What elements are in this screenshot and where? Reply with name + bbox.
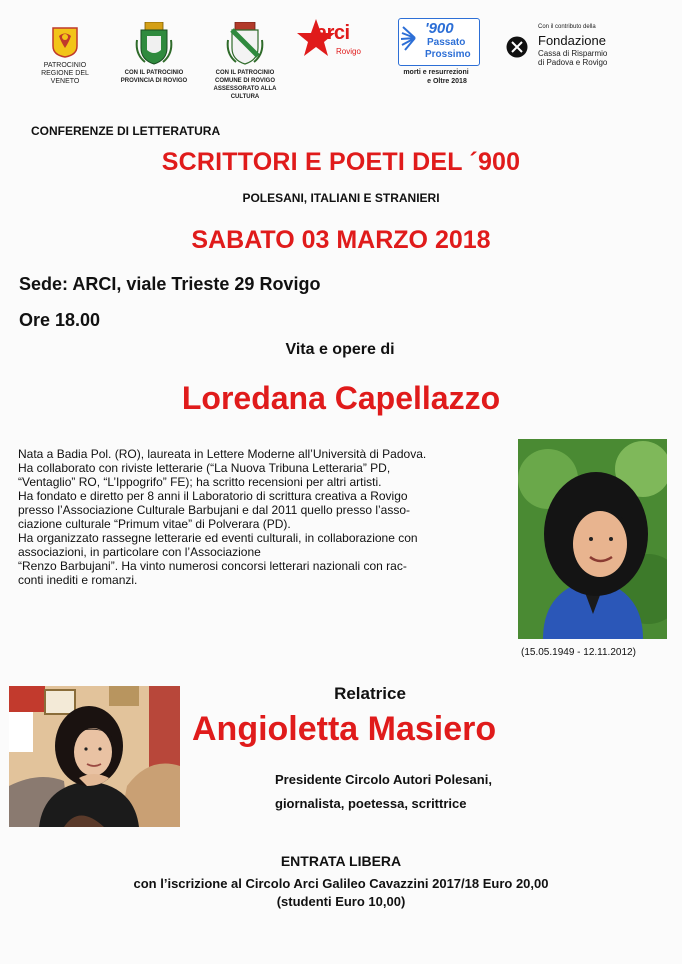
logo-900-big: '900 <box>425 20 454 37</box>
logo-arci-city: Rovigo <box>336 47 361 56</box>
bio-line: associazioni, in particolare con l’Associazione <box>18 545 261 559</box>
logo-900-word1: Passato <box>427 37 466 48</box>
subject-intro: Vita e opere di <box>285 341 395 358</box>
event-time: Ore 18.00 <box>19 310 101 330</box>
bio-line: Nata a Badia Pol. (RO), laureata in Lettere Moderne all’Università di Padova. <box>18 447 427 461</box>
membership-info: con l’iscrizione al Circolo Arci Galileo Cavazzini 2017/18 Euro 20,00 <box>133 876 549 891</box>
logo-fondazione-sub1: Cassa di Risparmio <box>538 49 608 58</box>
speaker-desc1: Presidente Circolo Autori Polesani, <box>275 772 492 787</box>
speaker-desc2: giornalista, poetessa, scrittrice <box>275 796 467 811</box>
sun-rays-icon <box>401 25 423 56</box>
speaker-name: Angioletta Masiero <box>192 710 497 748</box>
speaker-photo <box>9 686 180 827</box>
logo-provincia-rovigo <box>118 22 190 85</box>
speaker-role: Relatrice <box>334 684 406 703</box>
event-date: SABATO 03 MARZO 2018 <box>191 226 491 254</box>
logo-provincia-line1: CON IL PATROCINIO <box>124 70 184 76</box>
bio-line: Ha organizzato rassegne letterarie ed eventi culturali, in collaborazione con <box>18 531 418 545</box>
logo-900-word2: Prossimo <box>425 49 471 60</box>
logo-arci-name: arci <box>316 22 350 44</box>
logo-comune-line1: CON IL PATROCINIO <box>215 70 275 76</box>
logo-comune-line3: ASSESSORATO ALLA CULTURA <box>213 86 277 100</box>
bio-line: “Renzo Barbujani”. Ha vinto numerosi concorsi letterari nazionali con rac- <box>18 559 407 573</box>
logo-900-sub2: e Oltre 2018 <box>427 78 467 85</box>
logo-comune-rovigo <box>205 22 285 101</box>
bio-line: “Ventaglio” RO, “L’Ippogrifo” FE); ha scritto recensioni per altri artisti. <box>18 475 382 489</box>
bio-line: Ha fondato e diretto per 8 anni il Laboratorio di scrittura creativa a Rovigo <box>18 489 408 503</box>
logo-provincia-line2: PROVINCIA DI ROVIGO <box>120 78 188 84</box>
provincia-crest-icon <box>135 22 173 66</box>
event-title: SCRITTORI E POETI DEL ´900 <box>161 148 521 176</box>
logo-veneto-line2: REGIONE DEL VENETO <box>41 70 89 85</box>
bio-line: ciazione culturale “Primum vitae” di Polverara (PD). <box>18 517 291 531</box>
logo-fondazione-small: Con il contributo della <box>538 24 596 30</box>
bio-line: conti inediti e romanzi. <box>18 573 138 587</box>
comune-crest-icon <box>226 22 264 66</box>
logo-900-passato-prossimo <box>390 18 482 86</box>
logo-comune-line2: COMUNE DI ROVIGO <box>214 78 275 84</box>
logo-row <box>0 0 682 110</box>
series-label: CONFERENZE DI LETTERATURA <box>31 124 221 138</box>
bio-line: presso l’Associazione Culturale Barbujani e dal 2011 quello presso l’asso- <box>18 503 410 517</box>
logo-900-sub1: morti e resurrezioni <box>403 69 469 76</box>
subject-name: Loredana Capellazzo <box>181 380 501 416</box>
logo-fondazione-cariparo <box>506 24 636 74</box>
subject-dates: (15.05.1949 - 12.11.2012) <box>521 647 636 658</box>
logo-veneto-line1: PATROCINIO <box>43 62 87 69</box>
entrance-label: ENTRATA LIBERA <box>280 853 402 869</box>
subject-bio <box>18 447 508 587</box>
fondazione-mark-icon <box>506 36 528 63</box>
bio-line: Ha collaborato con riviste letterarie (“La Nuova Tribuna Letteraria” PD, <box>18 461 391 475</box>
logo-fondazione-sub2: di Padova e Rovigo <box>538 58 608 67</box>
logo-regione-veneto <box>30 26 100 86</box>
venue-address: Sede: ARCI, viale Trieste 29 Rovigo <box>19 274 321 294</box>
event-subtitle: POLESANI, ITALIANI E STRANIERI <box>242 191 440 205</box>
student-price: (studenti Euro 10,00) <box>276 894 406 909</box>
subject-portrait <box>518 439 667 639</box>
lion-of-st-mark-icon <box>51 26 79 58</box>
logo-fondazione-name: Fondazione <box>538 33 606 48</box>
logo-arci-rovigo <box>296 18 372 72</box>
